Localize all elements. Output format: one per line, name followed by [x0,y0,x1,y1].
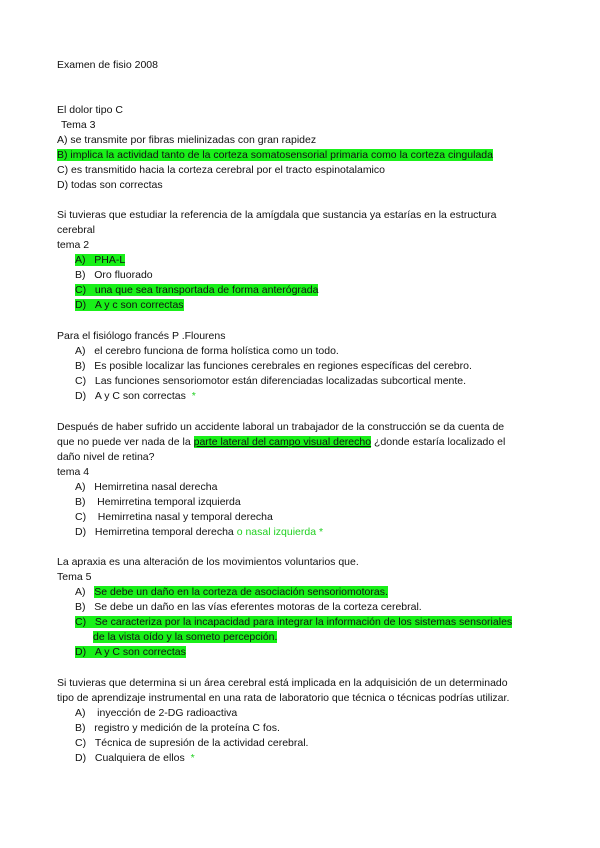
q4-text-line2: que no puede ver nada de la parte lateral del campo visual derecho ¿donde estaría localizado el [57,436,506,448]
q3-option-c: C) Las funciones sensoriomotor están diferenciadas localizadas subcortical mente. [75,375,467,387]
document-title: Examen de fisio 2008 [57,59,158,71]
q6-text-line2: tipo de aprendizaje instrumental en una rata de laboratorio que técnica o técnicas podrías utilizar. [57,692,510,704]
q5-tema: Tema 5 [57,571,92,583]
q2-option-d: D) A y c son correctas [75,299,184,311]
q2-option-c: C) una que sea transportada de forma anterógrada [75,284,319,296]
q2-text-line1: Si tuvieras que estudiar la referencia de la amígdala que sustancia ya estarías en la estructura [57,209,497,221]
q4-text-line1: Después de haber sufrido un accidente laboral un trabajador de la construcción se da cuenta de [57,421,505,433]
q6-option-d: D) Cualquiera de ellos * [75,752,195,764]
answer-star: * [191,390,196,402]
q5-option-c-line1: C) Se caracteriza por la incapacidad para integrar la información de los sistemas sensoriales [75,616,513,628]
q5-option-a: A) Se debe un daño en la corteza de asociación sensoriomotoras. [75,586,388,598]
q4-option-b: B) Hemirretina temporal izquierda [75,496,241,508]
q1-option-b: B) implica la actividad tanto de la corteza somatosensorial primaria como la corteza cingulada [57,149,493,161]
q1-heading: El dolor tipo C [57,104,123,116]
q6-option-b: B) registro y medición de la proteína C fos. [75,722,280,734]
q1-option-d: D) todas son correctas [57,179,163,191]
q2-tema: tema 2 [57,239,90,251]
q4-answer-note: o nasal izquierda * [236,526,324,538]
q5-heading: La apraxia es una alteración de los movimientos voluntarios que. [57,556,359,568]
q4-tema: tema 4 [57,466,90,478]
q2-option-b: B) Oro fluorado [75,269,153,281]
q2-text-line2: cerebral [57,224,95,236]
q4-option-a: A) Hemirretina nasal derecha [75,481,218,493]
q4-option-d: D) Hemirretina temporal derecha o nasal izquierda * [75,526,324,538]
q3-option-a: A) el cerebro funciona de forma holística como un todo. [75,345,339,357]
q4-option-c: C) Hemirretina nasal y temporal derecha [75,511,273,523]
answer-star: * [190,752,195,764]
q1-option-a: A) se transmite por fibras mielinizadas con gran rapidez [57,134,317,146]
q4-highlight: parte lateral del campo visual derecho [193,436,372,448]
q3-heading: Para el fisiólogo francés P .Flourens [57,330,226,342]
q3-option-b: B) Es posible localizar las funciones cerebrales en regiones específicas del cerebro. [75,360,472,372]
q6-option-a: A) inyección de 2-DG radioactiva [75,707,238,719]
q6-text-line1: Si tuvieras que determina si un área cerebral está implicada en la adquisición de un determinado [57,677,508,689]
q5-option-d: D) A y C son correctas [75,646,186,658]
q1-tema: Tema 3 [61,119,96,131]
q3-option-d: D) A y C son correctas * [75,390,196,402]
q6-option-c: C) Técnica de supresión de la actividad cerebral. [75,737,309,749]
q5-option-c-line2: de la vista oído y la someto percepción. [93,631,278,643]
q2-option-a: A) PHA-L [75,254,126,266]
q5-option-b: B) Se debe un daño en las vías eferentes motoras de la corteza cerebral. [75,601,422,613]
q4-text-line3: daño nivel de retina? [57,451,155,463]
q1-option-c: C) es transmitido hacia la corteza cerebral por el tracto espinotalamico [57,164,385,176]
